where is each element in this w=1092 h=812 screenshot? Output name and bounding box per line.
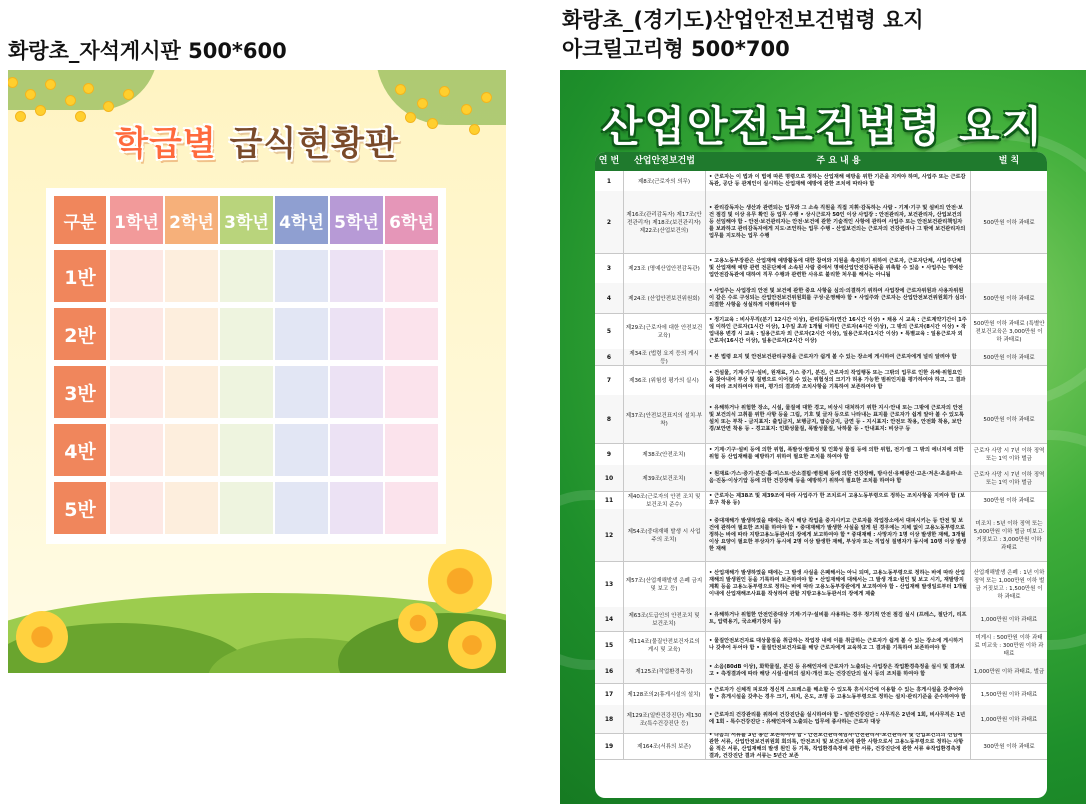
row-label-4: 4반 (54, 424, 106, 476)
cell-no: 16 (595, 659, 624, 683)
row-label-2: 2반 (54, 308, 106, 360)
meal-cell[interactable] (385, 424, 438, 476)
meal-cell[interactable] (110, 482, 163, 534)
cell-law: 제128조의2(휴게시설의 설치) (623, 683, 706, 705)
meal-cell[interactable] (165, 424, 218, 476)
table-row (595, 491, 1047, 510)
meal-cell[interactable] (110, 250, 163, 302)
cell-content: • 근로자의 건강관리를 위하여 건강진단을 실시하여야 함 - 일반건강진단 : 사무직은 2년에 1회, 비사무직은 1년에 1회 - 특수건강진단 : 유해인자에 노출되는 업무에 종사하는 근로자 대상 (706, 705, 971, 733)
cell-law: 제29조(근로자에 대한 안전보건교육) (623, 313, 706, 349)
header-grade-5: 5학년 (330, 196, 383, 244)
cell-content: • 고용노동부장관은 산업재해 예방활동에 대한 참여와 지원을 촉진하기 위하여 근로자, 근로자단체, 사업주단체 및 산업재해 예방 관련 전문단체에 소속된 사람 중에서 명예산업안전감독관을 위촉할 수 있음 • 사업주는 명예산업안전감독관에 대하여 직무 수행과 관련한 사유로 불리한 처우를 해서는 아니됨 (706, 253, 971, 283)
cell-no: 2 (595, 191, 624, 253)
cell-law: 제125조(작업환경측정) (623, 659, 706, 683)
meal-cell[interactable] (275, 424, 328, 476)
meal-cell[interactable] (220, 308, 273, 360)
meal-cell[interactable] (330, 424, 383, 476)
row-label-5: 5반 (54, 482, 106, 534)
board1-title-a: 학급별 (115, 124, 217, 164)
cell-content: • 다음의 서류를 3년 동안 보존하여야 함 - 안전보건관리책임자·안전관리자·보건관리자 및 산업보건의의 선임에 관한 서류, 산업안전보건위원회 회의록, 안전조치 및 보건조치에 관한 사항으로서 고용노동부령으로 정하는 사항을 적은 서류, 산업재해의 발생 원인 등 기록, 작업환경측정에 관한 서류, 건강진단에 관한 서류 ※작업환경측정 결과, 건강진단 결과 서류는 5년간 보존 (706, 733, 971, 759)
cell-content: • 물질안전보건자료 대상물질을 취급하는 작업장 내에 이를 취급하는 근로자가 쉽게 볼 수 있는 장소에 게시하거나 갖추어 두어야 함 • 물질안전보건자료를 해당 근로자에게 교육하고 그 결과를 기록하여 보존하여야 함 (706, 631, 971, 659)
header-category: 구분 (54, 196, 106, 244)
header-content: 주 요 내 용 (816, 156, 861, 166)
cell-content: • 산업재해가 발생하였을 때에는 그 발생 사실을 은폐해서는 아니 되며, 고용노동부령으로 정하는 바에 따라 산업재해의 발생원인 등을 기록하여 보존하여야 함 • 산업재해에 대해서는 그 발생 개요·원인 및 보고 시기, 재발방지 계획 등을 고용노동부령으로 정하는 바에 따라 고용노동부장관에게 보고하여야 함 - 산업재해 발생일로부터 1개월 이내에 산업재해조사표를 작성하여 관할 지방고용노동관서의 장에게 제출 (706, 561, 971, 607)
header-penalty: 벌 칙 (998, 156, 1020, 166)
header-grade-6: 6학년 (385, 196, 438, 244)
safety-law-table (595, 152, 1047, 798)
cell-penalty: 미게시 : 500만원 이하 과태료 미교육 : 300만원 이하 과태료 (974, 635, 1044, 657)
meal-cell[interactable] (220, 482, 273, 534)
meal-cell[interactable] (220, 366, 273, 418)
cell-no: 7 (595, 365, 624, 395)
cell-content: • 중대재해가 발생하였을 때에는 즉시 해당 작업을 중지시키고 근로자를 작업장소에서 대피시키는 등 안전 및 보건에 관하여 필요한 조치를 하여야 함 • 중대재해가 발생한 사실을 알게 된 경우에는 지체 없이 고용노동부령으로 정하는 바에 따라 지방고용노동관서의 장에게 보고하여야 함 * 중대재해 : 사망자가 1명 이상 발생한 재해, 3개월 이상 요양이 필요한 부상자가 동시에 2명 이상 발생한 재해, 부상자 또는 직업성 질병자가 동시에 10명 이상 발생한 재해 (706, 509, 971, 561)
meal-cell[interactable] (275, 482, 328, 534)
meal-cell[interactable] (330, 250, 383, 302)
cell-no: 15 (595, 631, 624, 659)
cell-penalty: 근로자 사망 시 7년 이하 징역 또는 1억 이하 벌금 (973, 448, 1045, 462)
header-grade-2: 2학년 (165, 196, 218, 244)
meal-cell[interactable] (385, 308, 438, 360)
meal-cell[interactable] (220, 250, 273, 302)
cell-law: 제34조 (법령 요지 등의 게시 등) (623, 349, 706, 365)
table-row (595, 607, 1047, 632)
meal-cell[interactable] (110, 308, 163, 360)
cell-content: • 근로자는 이 법과 이 법에 따른 명령으로 정하는 산업재해 예방을 위한 기준을 지켜야 하며, 사업주 또는 근로감독관, 공단 등 관계인이 실시하는 산업재해 예방에 관한 조치에 따라야 함 (706, 171, 971, 191)
table-row (595, 733, 1047, 760)
cell-no: 11 (595, 491, 624, 509)
row-label-3: 3반 (54, 366, 106, 418)
cell-content: • 건설물, 기계·기구·설비, 원재료, 가스 증기, 분진, 근로자의 작업행동 또는 그밖의 업무로 인한 유해·위험요인을 찾아내어 부상 및 질병으로 이어질 수 있는 위험성의 크기가 허용 가능한 범위인지를 평가하여야 하고, 그 결과에 따라 조치하여야 하며, 평가의 결과와 조치사항을 기록하여 보존하여야 함 (706, 365, 971, 395)
flower-right-large (428, 549, 492, 613)
cell-law: 제54조(중대재해 발생 시 사업주의 조치) (623, 509, 706, 561)
table-row (595, 253, 1047, 284)
header-no: 연 번 (598, 156, 620, 166)
meal-cell[interactable] (385, 250, 438, 302)
header-grade-3: 3학년 (220, 196, 273, 244)
cell-penalty (971, 365, 1047, 395)
meal-cell[interactable] (110, 424, 163, 476)
cell-law: 제23조 (명예산업안전감독관) (623, 253, 706, 283)
cell-law: 제37조(안전보건표지의 설치·부착) (623, 395, 706, 443)
table-row (595, 683, 1047, 706)
table-header (595, 152, 1047, 171)
cell-content: • 관리감독자는 생산과 관련되는 업무와 그 소속 직원을 직접 지휘·감독하는 사람 - 기계·기구 및 설비의 안전·보건 점검 및 이상 유무 확인 등 업무 수행 • 상시근로자 50인 이상 사업장 : 안전관리자, 보건관리자, 산업보건의 등 선임해야 함 - 안전·보건관리자는 안전·보건에 관한 기술적인 사항에 관하여 사업주 또는 안전보건관리책임자를 보좌하고 관리감독자에게 지도·조언하는 업무 수행 - 산업보건의는 근로자의 건강관리나 그 밖에 보건관리자의 업무를 지도하는 업무 수행 (706, 191, 971, 253)
cell-penalty: 1,500만원 이하 과태료 (980, 692, 1038, 698)
cell-content: • 유해하거나 위험한 안전인증대상 기계·기구·설비를 사용하는 경우 정기적 안전 점검 실시 (프레스, 절단기, 리프트, 압력용기, 국소배기장치 등) (706, 607, 971, 631)
cell-law: 제8조(근로자의 의무) (623, 171, 706, 191)
caption-right-line2: 아크릴고리형 500*700 (562, 37, 790, 61)
cell-law: 제114조(물질안전보건자료의 게시 및 교육) (623, 631, 706, 659)
cell-law: 제40조(근로자의 안전 조치 및 보건조치 준수) (623, 491, 706, 509)
meal-cell[interactable] (165, 308, 218, 360)
cell-law: 제63조(도급인의 안전조치 및 보건조치) (623, 607, 706, 631)
cell-penalty: 300만원 이하 과태료 (983, 744, 1035, 750)
header-grade-1: 1학년 (110, 196, 163, 244)
cell-no: 19 (595, 733, 624, 759)
safety-law-board (560, 70, 1086, 804)
cell-penalty: 500만원 이하 과태료 (983, 417, 1035, 423)
table-row (595, 465, 1047, 492)
table-row (595, 509, 1047, 562)
cell-no: 3 (595, 253, 624, 283)
cell-no: 17 (595, 683, 624, 705)
cell-content: • 소음(80dB 이상), 화학물질, 분진 등 유해인자에 근로자가 노출되는 사업장은 작업환경측정을 실시 및 결과보고 • 측정결과에 따라 해당 시설·설비의 설치·개선 또는 건강진단의 실시 등의 조치를 하여야 함 (706, 659, 971, 683)
table-row (595, 365, 1047, 396)
cell-content: • 본 법령 요지 및 안전보건관리규정을 근로자가 쉽게 볼 수 있는 장소에 게시하여 근로자에게 널리 알려야 함 (706, 349, 971, 365)
meal-cell[interactable] (275, 250, 328, 302)
cell-law: 제36조 (위험성 평가의 실시) (623, 365, 706, 395)
board1-title (8, 116, 506, 165)
cell-no: 8 (595, 395, 624, 443)
meal-cell[interactable] (330, 482, 383, 534)
cell-penalty: 500만원 이하 과태료 (983, 296, 1035, 302)
meal-status-board (8, 70, 506, 673)
caption-left: 화랑초_자석게시판 500*600 (8, 39, 287, 63)
meal-cell[interactable] (165, 366, 218, 418)
table-row (595, 283, 1047, 314)
cell-no: 4 (595, 283, 624, 313)
meal-cell[interactable] (385, 482, 438, 534)
cell-penalty: 근로자 사망 시 7년 이하 징역 또는 1억 이하 벌금 (973, 472, 1045, 486)
cell-content: • 기계·기구·설비 등에 의한 위험, 폭발성·발화성 및 인화성 물질 등에 의한 위험, 전기·열 그 밖의 에너지에 의한 위험 등 산업재해를 예방하기 위하여 필요한 조치를 하여야 함 (706, 443, 971, 465)
table-row (595, 659, 1047, 684)
meal-cell[interactable] (220, 424, 273, 476)
table-row (595, 705, 1047, 734)
row-label-1: 1반 (54, 250, 106, 302)
cell-penalty: 1,000만원 이하 과태료, 벌금 (973, 669, 1045, 675)
cell-content: • 유해하거나 위험한 장소, 시설, 물질에 대한 경고, 비상시 대처하기 위한 지시·안내 또는 그밖에 근로자의 안전 및 보건의식 고취를 위한 사항 등을 그림, 기호 및 글자 등으로 나타내는 표지를 근로자가 쉽게 알아 볼 수 있도록 설치 또는 부착 - 금지표지: 출입금지, 보행금지, 탑승금지, 금연 등 - 지시표지: 안전모 착용, 안전화 착용, 보안경/보안면 착용 등 - 경고표지: 인화성물질, 폭발성물질, 낙하물 등 - 안내표지: 비상구 등 (706, 395, 971, 443)
meal-cell[interactable] (275, 308, 328, 360)
cell-law: 제38조(안전조치) (623, 443, 706, 465)
board2-title: 산업안전보건법령 요지 (601, 102, 1045, 151)
cell-penalty (971, 171, 1047, 191)
cell-law: 제164조(서류의 보존) (623, 733, 706, 759)
cell-no: 1 (595, 171, 624, 191)
cell-penalty: 미조치 : 5년 이하 징역 또는 5,000만원 이하 벌금 미보고·거짓보고 : 3,000만원 이하 과태료 (973, 521, 1045, 551)
cell-penalty: 1,000만원 이하 과태료 (980, 617, 1038, 623)
meal-cell[interactable] (275, 366, 328, 418)
table-row (595, 561, 1047, 608)
cell-no: 14 (595, 607, 624, 631)
meal-cell[interactable] (385, 366, 438, 418)
cell-no: 9 (595, 443, 624, 465)
cell-law: 제39조(보건조치) (623, 465, 706, 491)
cell-content: • 사업주는 사업장의 안전 및 보건에 관한 중요 사항을 심의·의결하기 위하여 사업장에 근로자위원과 사용자위원이 같은 수로 구성되는 산업안전보건위원회를 구성·운영해야 함 • 사업주와 근로자는 산업안전보건위원회가 심의·의결한 사항을 성실하게 이행하여야 함 (706, 283, 971, 313)
table-row (595, 313, 1047, 350)
table-row (595, 191, 1047, 254)
meal-cell[interactable] (110, 366, 163, 418)
table-row (595, 171, 1047, 192)
meal-cell[interactable] (165, 250, 218, 302)
meal-status-grid (46, 188, 446, 544)
cell-penalty (971, 253, 1047, 283)
cell-content: • 원재료·가스·증기·분진·흄·미스트·산소결핍·병원체 등에 의한 건강장해, 방사선·유해광선·고온·저온·초음파·소음·진동·이상기압 등에 의한 건강장해 등을 예방하기 위하여 필요한 조치를 하여야 함 (706, 465, 971, 491)
cell-no: 5 (595, 313, 624, 349)
flower-right-small (398, 603, 438, 643)
cell-no: 10 (595, 465, 624, 491)
header-grade-4: 4학년 (275, 196, 328, 244)
header-law: 산업안전보건법 (634, 156, 695, 166)
cell-penalty: 300만원 이하 과태료 (983, 498, 1035, 504)
meal-cell[interactable] (330, 308, 383, 360)
table-row (595, 443, 1047, 466)
flower-left (16, 611, 68, 663)
cell-penalty: 500만원 이하 과태료 (특별안전보건교육은 3,000만원 이하 과태료) (973, 321, 1045, 343)
cell-law: 제16조(관리감독자) 제17조(안전관리자) 제18조(보건관리자) 제22조(산업보건의) (623, 191, 706, 253)
meal-cell[interactable] (165, 482, 218, 534)
cell-law: 제129조(일반건강진단) 제130조(특수건강진단 등) (623, 705, 706, 733)
table-row (595, 631, 1047, 660)
cell-no: 18 (595, 705, 624, 733)
board1-title-b: 급식현황판 (229, 124, 399, 164)
table-row (595, 395, 1047, 444)
flower-bottom-right (448, 621, 496, 669)
cell-no: 6 (595, 349, 624, 365)
cell-content: • 근로자가 신체적 피로와 정신적 스트레스를 해소할 수 있도록 휴식시간에 이용할 수 있는 휴게시설을 갖추어야 함 • 휴게시설을 갖추는 경우 크기, 위치, 온도, 조명 등 고용노동부령으로 정하는 설치·관리기준을 준수하여야 함 (706, 683, 971, 705)
cell-law: 제24조 (산업안전보건위원회) (623, 283, 706, 313)
meal-cell[interactable] (330, 366, 383, 418)
cell-penalty: 산업재해발생 은폐 : 1년 이하 징역 또는 1,000만원 이하 벌금 거짓보고 : 1,500만원 이하 과태료 (973, 570, 1045, 600)
caption-right-line1: 화랑초_(경기도)산업안전보건법령 요지 (562, 8, 924, 32)
cell-no: 12 (595, 509, 624, 561)
cell-no: 13 (595, 561, 624, 607)
cell-penalty: 500만원 이하 과태료 (983, 220, 1035, 226)
cell-content: • 근로자는 제38조 및 제39조에 따라 사업주가 한 조치로서 고용노동부령으로 정하는 조치사항을 지켜야 함 (보호구 착용 등) (706, 491, 971, 509)
cell-penalty: 1,000만원 이하 과태료 (980, 717, 1038, 723)
cell-penalty: 500만원 이하 과태료 (983, 355, 1035, 361)
table-row (595, 349, 1047, 366)
cell-content: • 정기교육 : 비사무직(분기 12시간 이상), 관리감독자(연간 16시간 이상) • 채용 시 교육 : 근로계약기간이 1주일 이하인 근로자(1시간 이상), 1주일 초과 1개월 이하인 근로자(4시간 이상), 그 밖의 근로자(8시간 이상) • 작업내용 변경 시 교육 : 일용근로자 외 근로자(2시간 이상), 일용근로자(1시간 이상) • 특별교육 : 일용근로자 외 근로자(16시간 이상), 일용근로자(2시간 이상) (706, 313, 971, 349)
cell-law: 제57조(산업재해발생 은폐 금지 및 보고 등) (623, 561, 706, 607)
